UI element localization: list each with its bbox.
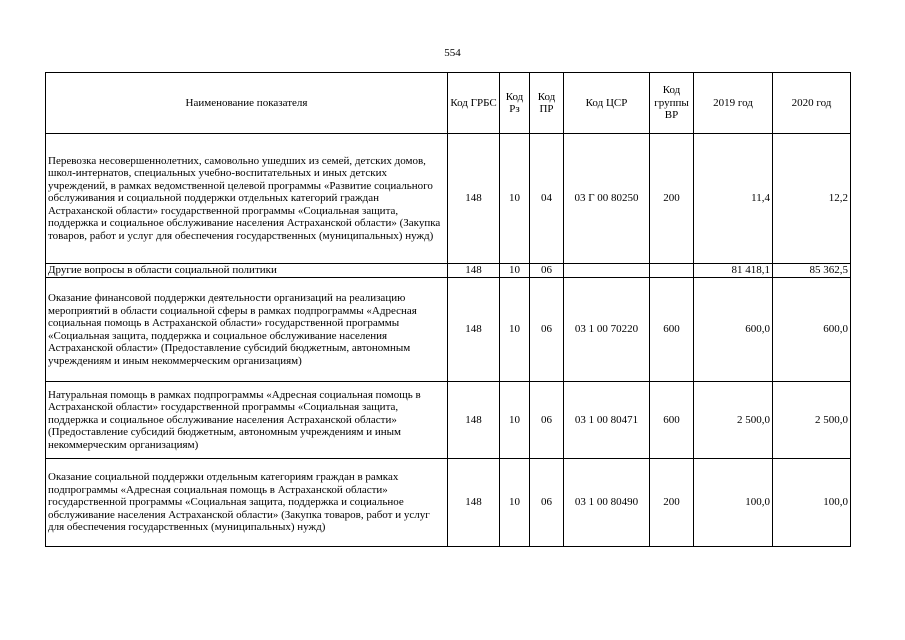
row-name: Другие вопросы в области социальной политики: [46, 264, 448, 278]
row-2020: 2 500,0: [773, 382, 851, 459]
row-2019: 81 418,1: [694, 264, 773, 278]
row-name: Оказание социальной поддержки отдельным категориям граждан в рамках подпрограммы «Адресная социальная помощь в Астраханской области» государственной программы «Социальная защита, поддержка и социальное обслуживание населения Астраханской области» (Закупка товаров, работ и услуг для обеспечения государственных (муниципальных) нужд): [46, 459, 448, 547]
row-grbs: 148: [448, 264, 500, 278]
table-header-row: [46, 73, 851, 134]
row-pr: 06: [530, 264, 564, 278]
row-2019: 100,0: [694, 459, 773, 547]
row-vr: 600: [650, 382, 694, 459]
row-pr: 06: [530, 382, 564, 459]
table-row: [46, 382, 851, 459]
row-2020: 600,0: [773, 278, 851, 382]
row-rz: 10: [500, 134, 530, 264]
table-row: [46, 459, 851, 547]
table-row: [46, 134, 851, 264]
row-pr: 06: [530, 278, 564, 382]
row-pr: 06: [530, 459, 564, 547]
row-vr: [650, 264, 694, 278]
header-rz: Код Рз: [500, 73, 530, 134]
row-grbs: 148: [448, 278, 500, 382]
budget-table: [45, 72, 851, 547]
row-rz: 10: [500, 264, 530, 278]
row-grbs: 148: [448, 382, 500, 459]
row-grbs: 148: [448, 459, 500, 547]
header-2019: 2019 год: [694, 73, 773, 134]
row-vr: 200: [650, 459, 694, 547]
row-pr: 04: [530, 134, 564, 264]
row-csr: 03 Г 00 80250: [564, 134, 650, 264]
row-2020: 100,0: [773, 459, 851, 547]
row-2019: 2 500,0: [694, 382, 773, 459]
row-csr: 03 1 00 70220: [564, 278, 650, 382]
row-csr: [564, 264, 650, 278]
header-vr: Код группы ВР: [650, 73, 694, 134]
row-rz: 10: [500, 278, 530, 382]
row-csr: 03 1 00 80471: [564, 382, 650, 459]
row-name: Натуральная помощь в рамках подпрограммы «Адресная социальная помощь в Астраханской области» государственной программы «Социальная защита, поддержка и социальное обслуживание населения Астраханской области» (Предоставление субсидий бюджетным, автономным учреждениям и иным некоммерческим организациям): [46, 382, 448, 459]
row-csr: 03 1 00 80490: [564, 459, 650, 547]
row-grbs: 148: [448, 134, 500, 264]
table-row: [46, 278, 851, 382]
header-grbs: Код ГРБС: [448, 73, 500, 134]
header-csr: Код ЦСР: [564, 73, 650, 134]
row-rz: 10: [500, 382, 530, 459]
table-row: [46, 264, 851, 278]
header-pr: Код ПР: [530, 73, 564, 134]
header-name: Наименование показателя: [46, 73, 448, 134]
row-vr: 600: [650, 278, 694, 382]
row-2020: 85 362,5: [773, 264, 851, 278]
row-name: Перевозка несовершеннолетних, самовольно ушедших из семей, детских домов, школ-интернатов, специальных учебно-воспитательных и иных детских учреждений, в рамках ведомственной целевой программы «Развитие социального обслуживания и социальной поддержки отдельных категорий граждан Астраханской области» государственной программы «Социальная защита, поддержка и социальное обслуживание населения Астраханской области» (Закупка товаров, работ и услуг для обеспечения государственных (муниципальных) нужд): [46, 134, 448, 264]
row-name: Оказание финансовой поддержки деятельности организаций на реализацию мероприятий в области социальной сферы в рамках подпрограммы «Адресная социальная помощь в Астраханской области» государственной программы «Социальная защита, поддержка и социальное обслуживание населения Астраханской области» (Предоставление субсидий бюджетным, автономным учреждениям и иным некоммерческим организациям): [46, 278, 448, 382]
page-number: 554: [444, 47, 461, 59]
row-2019: 11,4: [694, 134, 773, 264]
row-2020: 12,2: [773, 134, 851, 264]
row-2019: 600,0: [694, 278, 773, 382]
row-vr: 200: [650, 134, 694, 264]
row-rz: 10: [500, 459, 530, 547]
header-2020: 2020 год: [773, 73, 851, 134]
